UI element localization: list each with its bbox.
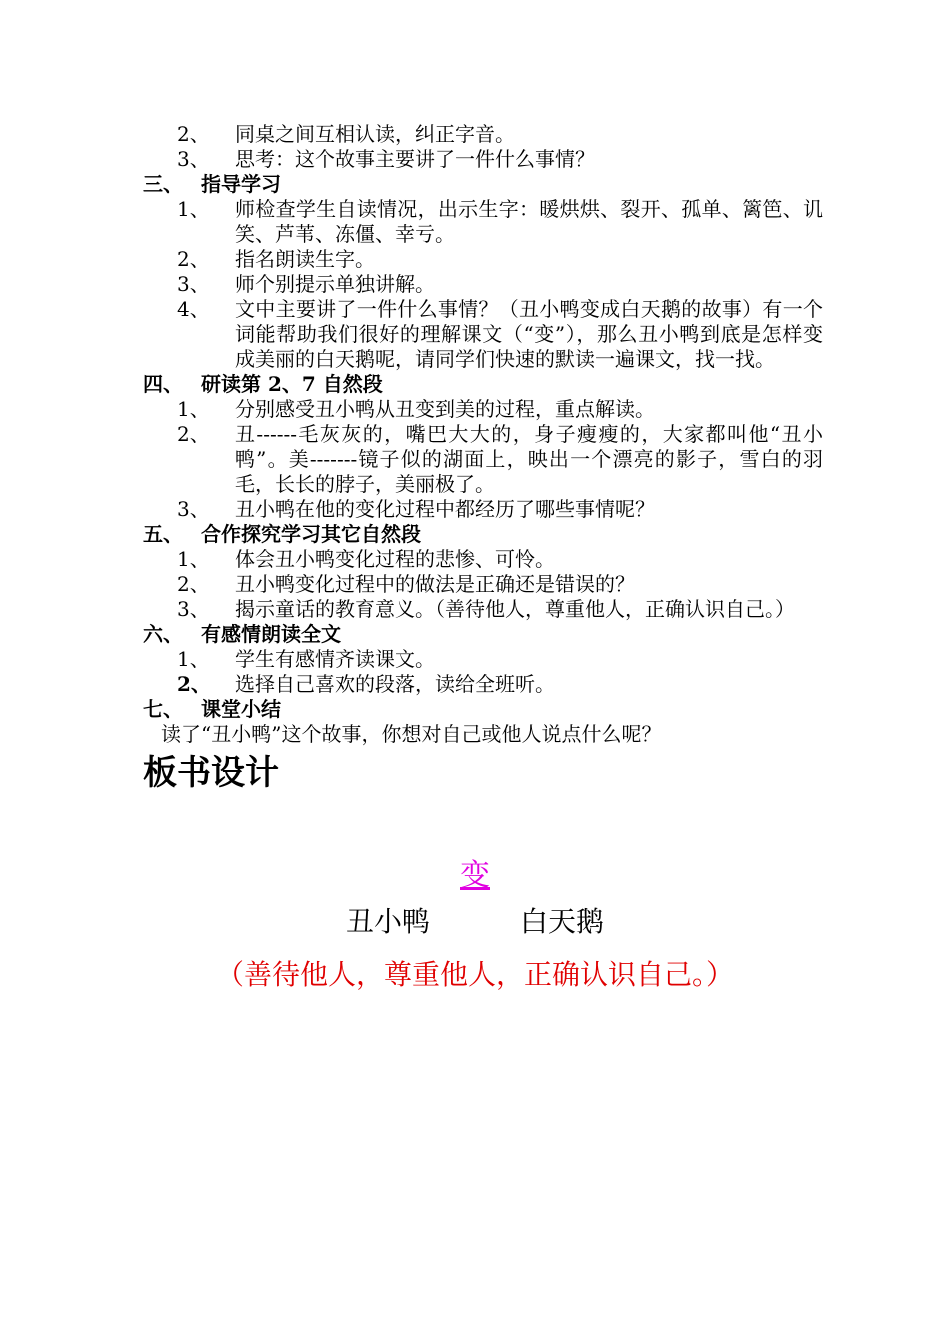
section-heading (143, 622, 823, 647)
section-title: 课堂小结 (201, 697, 281, 721)
item-number: 1、 (177, 397, 210, 421)
lesson-plan-body (143, 122, 823, 797)
item-text: 丑小鸭在他的变化过程中都经历了哪些事情呢？ (235, 497, 655, 521)
list-item (143, 422, 823, 497)
item-number: 2、 (177, 572, 210, 596)
list-item (143, 497, 823, 522)
board-design-title: 板书设计 (143, 753, 279, 793)
item-number: 1、 (177, 547, 210, 571)
item-text: 思考：这个故事主要讲了一件什么事情？ (235, 147, 595, 171)
section-heading (143, 372, 823, 397)
section-heading (143, 522, 823, 547)
item-number: 1、 (177, 647, 210, 671)
board-white-swan: 白天鹅 (520, 905, 605, 938)
item-text: 分别感受丑小鸭从丑变到美的过程，重点解读。 (235, 397, 655, 421)
section-title: 合作探究学习其它自然段 (201, 522, 421, 546)
item-number: 4、 (177, 297, 210, 321)
item-text: 师检查学生自读情况，出示生字：暖烘烘、裂开、孤单、篱笆、讥笑、芦苇、冻僵、幸亏。 (235, 197, 823, 246)
list-item (143, 572, 823, 597)
list-item (143, 297, 823, 372)
item-number: 1、 (177, 197, 210, 221)
list-item (143, 247, 823, 272)
item-text: 选择自己喜欢的段落，读给全班听。 (235, 672, 555, 696)
item-text: 学生有感情齐读课文。 (235, 647, 435, 671)
board-ugly-duckling: 丑小鸭 (346, 905, 431, 938)
item-number: 2、 (177, 672, 211, 696)
item-text: 师个别提示单独讲解。 (235, 272, 435, 296)
list-item (143, 672, 823, 697)
list-item (143, 147, 823, 172)
item-text: 同桌之间互相认读，纠正字音。 (235, 122, 515, 146)
item-text: 丑小鸭变化过程中的做法是正确还是错误的？ (235, 572, 635, 596)
list-item (143, 647, 823, 672)
list-item (143, 272, 823, 297)
item-number: 3、 (177, 597, 210, 621)
list-item (143, 547, 823, 572)
item-number: 3、 (177, 272, 210, 296)
item-text: 文中主要讲了一件什么事情？（丑小鸭变成白天鹅的故事）有一个词能帮助我们很好的理解课文（“变”），那么丑小鸭到底是怎样变成美丽的白天鹅呢，请同学们快速的默读一遍课文，找一找。 (235, 297, 823, 371)
summary-text: 读了“丑小鸭”这个故事，你想对自己或他人说点什么呢？ (161, 722, 662, 746)
board-moral: （善待他人，尊重他人，正确认识自己。） (215, 958, 734, 991)
section-number: 七、 (143, 697, 183, 721)
section-title: 研读第 2、7 自然段 (201, 372, 383, 396)
list-item (143, 197, 823, 247)
list-item (143, 597, 823, 622)
item-number: 3、 (177, 147, 210, 171)
section-title: 指导学习 (201, 172, 281, 196)
item-text: 指名朗读生字。 (235, 247, 375, 271)
item-number: 2、 (177, 247, 210, 271)
item-text: 体会丑小鸭变化过程的悲惨、可怜。 (235, 547, 555, 571)
section-heading (143, 172, 823, 197)
section-title: 有感情朗读全文 (201, 622, 341, 646)
list-item (143, 397, 823, 422)
section-heading (143, 697, 823, 722)
item-number: 2、 (177, 422, 210, 446)
board-change-word: 变 (460, 858, 490, 893)
section-number: 四、 (143, 372, 183, 396)
item-text: 揭示童话的教育意义。（善待他人，尊重他人，正确认识自己。） (235, 597, 795, 621)
section-number: 六、 (143, 622, 183, 646)
item-number: 3、 (177, 497, 210, 521)
section-number: 五、 (143, 522, 183, 546)
list-item (143, 122, 823, 147)
section-number: 三、 (143, 172, 183, 196)
item-text: 丑------毛灰灰的，嘴巴大大的，身子瘦瘦的，大家都叫他“丑小鸭”。美-------镜子似的湖面上，映出一个漂亮的影子，雪白的羽毛，长长的脖子，美丽极了。 (235, 422, 823, 496)
item-number: 2、 (177, 122, 210, 146)
